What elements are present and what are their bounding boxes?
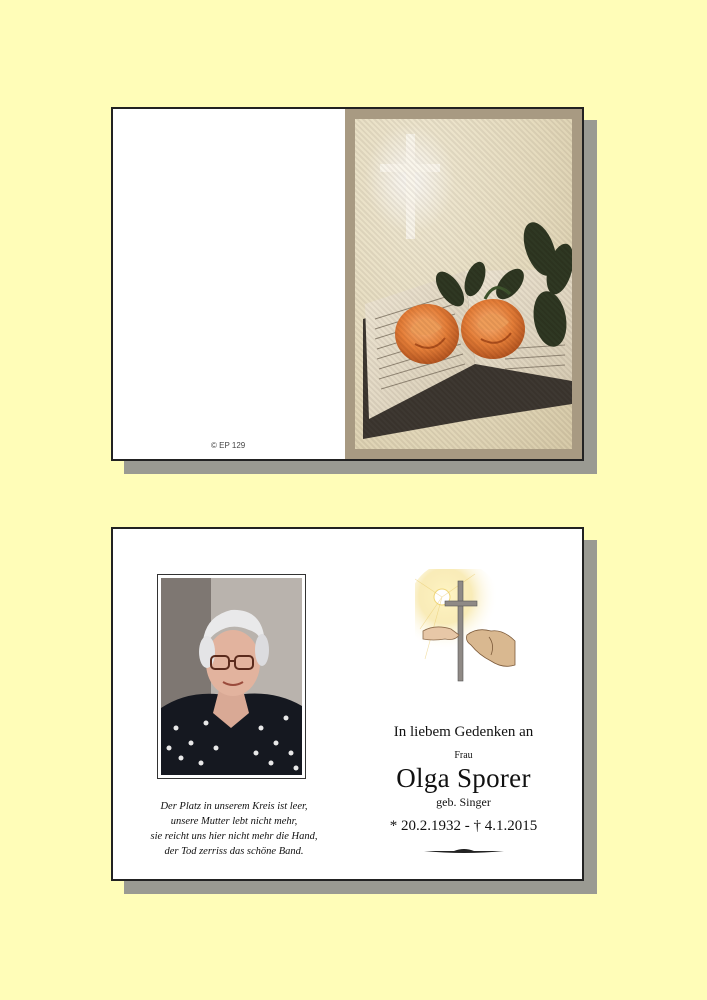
memorial-title: Frau [454,750,473,761]
poem-line: der Tod zerriss das schöne Band. [164,846,304,857]
memorial-text [351,724,576,855]
front-card [111,107,584,461]
cross-hands-emblem [415,569,525,699]
poem-line: Der Platz in unserem Kreis ist leer, [160,801,308,812]
portrait-image [161,578,302,775]
cross-icon [365,124,455,239]
copyright-text: © EP 129 [211,441,246,450]
deceased-name: Olga Sporer [396,763,531,793]
cover-image [345,109,582,459]
memorial-heading: In liebem Gedenken an [393,724,534,740]
poem-line: unsere Mutter lebt nicht mehr, [170,816,298,827]
maiden-name: geb. Singer [436,795,491,809]
memorial-poem [129,799,339,859]
back-card [111,527,584,881]
cross-hands-icon [415,569,525,694]
cross-book-roses-illustration [355,119,572,449]
portrait-photo [157,574,306,779]
life-dates: * 20.2.1932 - † 4.1.2015 [389,818,538,834]
poem-line: sie reicht uns hier nicht mehr die Hand, [150,831,318,842]
ornament-divider-icon [424,847,504,855]
